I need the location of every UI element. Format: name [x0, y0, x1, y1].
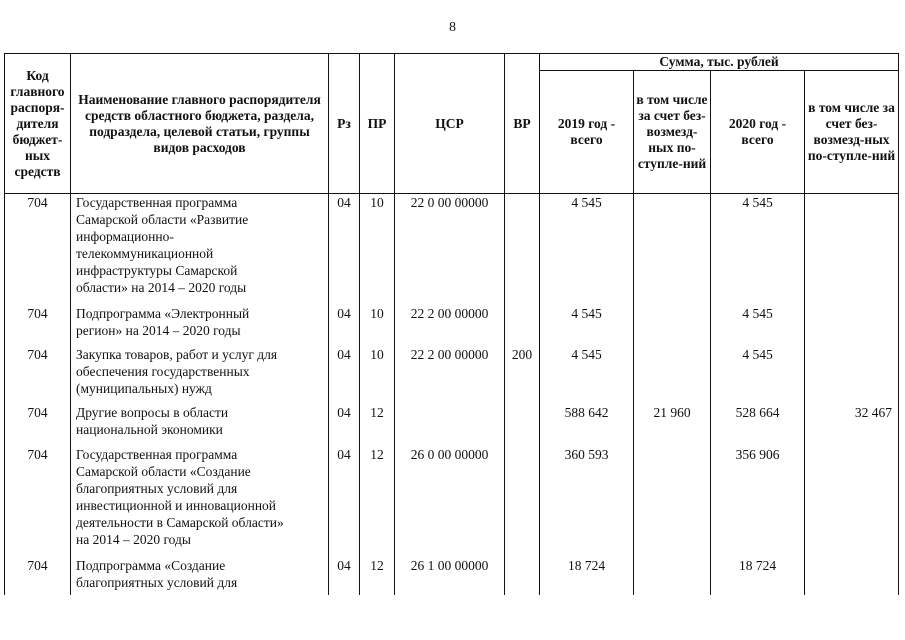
- row-rz: 04: [329, 305, 360, 346]
- table-header: [5, 54, 899, 194]
- row-2020-free: [805, 557, 899, 595]
- row-2019-total: 4 545: [540, 305, 634, 346]
- row-vr: [505, 404, 540, 446]
- table-row: [5, 194, 899, 305]
- row-name: Государственная программа Самарской области «Развитие информационно- телекоммуникационной инфраструктуры Самарской области» на 2014 – 2020 годы: [76, 195, 249, 295]
- row-2019-total: 4 545: [540, 346, 634, 404]
- row-2019-total: 4 545: [540, 194, 634, 305]
- row-2019-total: 360 593: [540, 446, 634, 557]
- row-code: 704: [5, 446, 71, 557]
- table-row: [5, 557, 899, 595]
- table-row: [5, 305, 899, 346]
- row-2020-total: 4 545: [711, 194, 805, 305]
- row-code: 704: [5, 194, 71, 305]
- row-2019-free: [634, 446, 711, 557]
- row-rz: 04: [329, 404, 360, 446]
- table-row: [5, 346, 899, 404]
- row-2020-total: 4 545: [711, 305, 805, 346]
- row-vr: [505, 557, 540, 595]
- row-name: Подпрограмма «Электронный регион» на 2014 – 2020 годы: [76, 305, 250, 338]
- row-code: 704: [5, 557, 71, 595]
- row-2019-free: [634, 305, 711, 346]
- table-row: [5, 446, 899, 557]
- row-2020-total: 528 664: [711, 404, 805, 446]
- header-code: Код главного распоря-дителя бюджет-ных средств: [5, 54, 71, 194]
- row-csr: 22 0 00 00000: [395, 194, 505, 305]
- row-code: 704: [5, 346, 71, 404]
- header-2020-free: в том числе за счет без-возмезд-ных по-ступле-ний: [805, 71, 899, 194]
- row-rz: 04: [329, 446, 360, 557]
- row-rz: 04: [329, 346, 360, 404]
- budget-table: [4, 53, 899, 595]
- table-body: [5, 194, 899, 595]
- row-pr: 10: [360, 346, 395, 404]
- row-vr: [505, 194, 540, 305]
- header-2020-total: 2020 год - всего: [711, 71, 805, 194]
- row-pr: 10: [360, 305, 395, 346]
- row-csr: 22 2 00 00000: [395, 305, 505, 346]
- row-2020-free: [805, 305, 899, 346]
- header-sum-group: Сумма, тыс. рублей: [540, 54, 899, 71]
- row-2020-free: [805, 446, 899, 557]
- header-vr: ВР: [505, 54, 540, 194]
- header-name: Наименование главного распорядителя средств областного бюджета, раздела, подраздела, целевой статьи, группы видов расходов: [71, 54, 329, 194]
- header-pr: ПР: [360, 54, 395, 194]
- row-csr: 26 1 00 00000: [395, 557, 505, 595]
- row-2019-total: 18 724: [540, 557, 634, 595]
- row-2020-total: 18 724: [711, 557, 805, 595]
- row-pr: 10: [360, 194, 395, 305]
- row-name: Государственная программа Самарской области «Создание благоприятных условий для инвестиционной и инновационной деятельности в Самарской области» на 2014 – 2020 годы: [76, 446, 284, 547]
- row-code: 704: [5, 404, 71, 446]
- row-2019-total: 588 642: [540, 404, 634, 446]
- row-vr: [505, 305, 540, 346]
- row-name: Подпрограмма «Создание благоприятных условий для: [76, 557, 238, 590]
- header-rz: Рз: [329, 54, 360, 194]
- row-pr: 12: [360, 404, 395, 446]
- row-code: 704: [5, 305, 71, 346]
- row-vr: 200: [505, 346, 540, 404]
- row-2020-free: [805, 346, 899, 404]
- row-rz: 04: [329, 194, 360, 305]
- table-row: [5, 404, 899, 446]
- row-name: Закупка товаров, работ и услуг для обеспечения государственных (муниципальных) нужд: [76, 346, 278, 396]
- row-2019-free: 21 960: [634, 404, 711, 446]
- row-pr: 12: [360, 557, 395, 595]
- row-csr: 26 0 00 00000: [395, 446, 505, 557]
- row-2020-free: [805, 194, 899, 305]
- row-vr: [505, 446, 540, 557]
- row-csr: [395, 404, 505, 446]
- row-2019-free: [634, 194, 711, 305]
- row-csr: 22 2 00 00000: [395, 346, 505, 404]
- row-2019-free: [634, 557, 711, 595]
- page-number: 8: [449, 20, 456, 35]
- row-pr: 12: [360, 446, 395, 557]
- row-2020-total: 356 906: [711, 446, 805, 557]
- header-2019-total: 2019 год - всего: [540, 71, 634, 194]
- header-2019-free: в том числе за счет без-возмезд-ных по-ступле-ний: [634, 71, 711, 194]
- row-rz: 04: [329, 557, 360, 595]
- row-2019-free: [634, 346, 711, 404]
- header-csr: ЦСР: [395, 54, 505, 194]
- row-2020-total: 4 545: [711, 346, 805, 404]
- row-name: Другие вопросы в области национальной экономики: [76, 404, 229, 437]
- row-2020-free: 32 467: [805, 404, 899, 446]
